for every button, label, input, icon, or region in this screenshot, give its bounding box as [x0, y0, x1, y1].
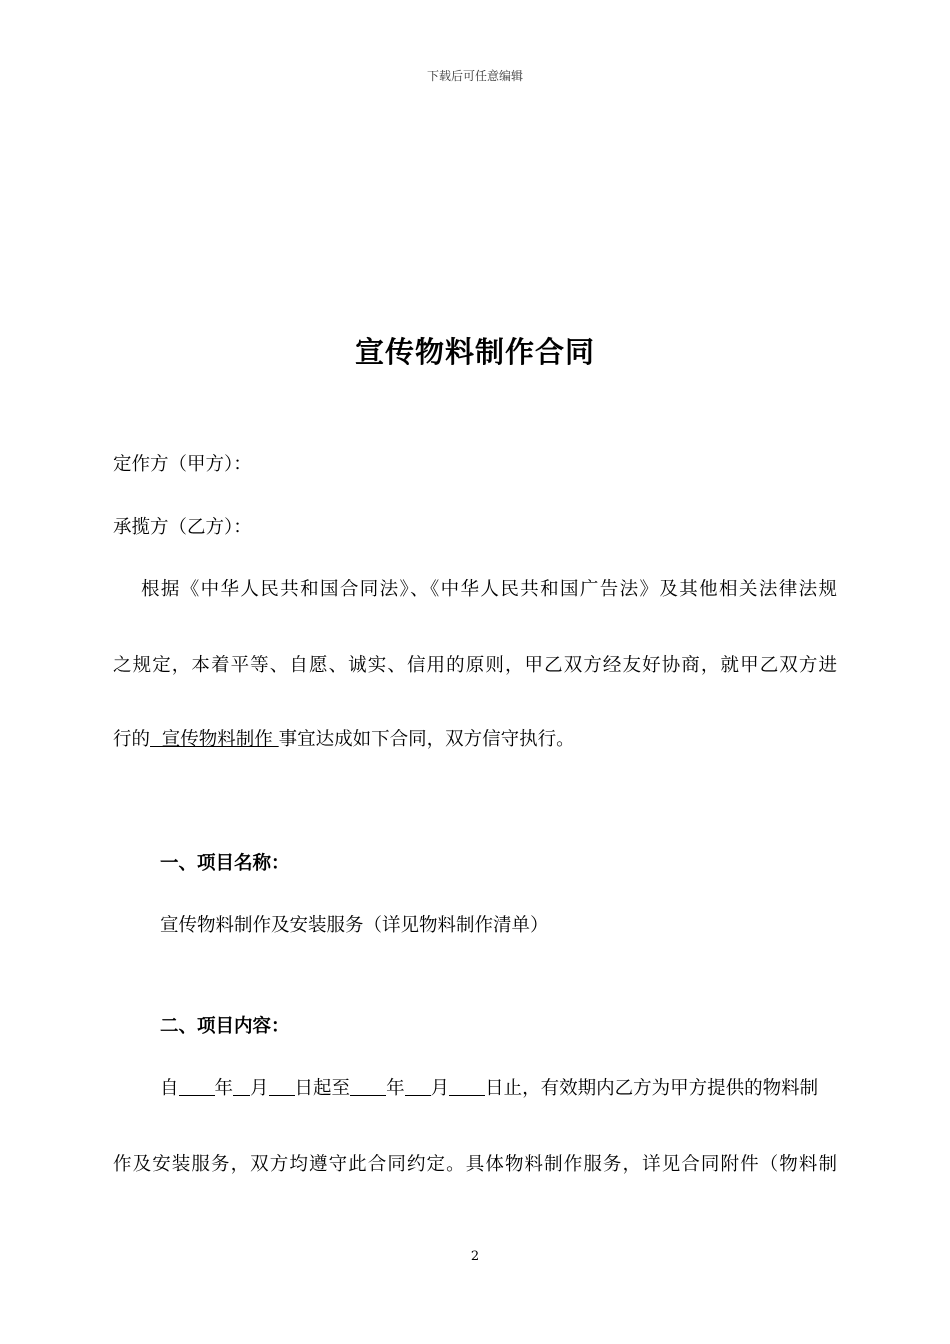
day-label-1: 日起至	[294, 1078, 351, 1099]
month-blank-2	[405, 1077, 431, 1096]
month-label-1: 月	[250, 1078, 269, 1099]
day-blank-2	[449, 1077, 485, 1096]
year-blank-2	[350, 1077, 386, 1096]
month-blank-1	[233, 1077, 250, 1096]
day-blank-1	[269, 1077, 295, 1096]
party-a-label: 定作方（甲方）：	[113, 454, 252, 475]
section-2-line-1	[160, 1074, 818, 1100]
document-title: 宣传物料制作合同	[354, 335, 595, 369]
section-1-heading: 一、项目名称：	[160, 853, 290, 874]
preamble-line-2: 之规定，本着平等、自愿、诚实、信用的原则，甲乙双方经友好协商，就甲乙双方进	[113, 655, 837, 676]
header-note: 下载后可任意编辑	[426, 69, 523, 83]
day-label-2: 日止，有效期内乙方为甲方提供的物料制	[485, 1078, 819, 1099]
preamble-line-1: 根据《中华人民共和国合同法》、《中华人民共和国广告法》及其他相关法律法规	[141, 579, 837, 600]
project-name-underlined: 宣传物料制作	[150, 729, 279, 750]
year-label-1: 年	[214, 1078, 234, 1099]
party-b-label: 承揽方（乙方）：	[113, 517, 252, 538]
page-number: 2	[470, 1249, 480, 1264]
preamble-line-3-prefix: 行的	[113, 729, 151, 750]
section-2-heading: 二、项目内容：	[160, 1016, 290, 1037]
year-blank-1	[179, 1077, 215, 1096]
section-1-content: 宣传物料制作及安装服务（详见物料制作清单）	[160, 915, 549, 936]
date-from-label: 自	[160, 1078, 179, 1099]
section-2-line-2: 作及安装服务，双方均遵守此合同约定。具体物料制作服务，详见合同附件（物料制	[113, 1154, 837, 1175]
preamble-line-3-suffix: 事宜达成如下合同，双方信守执行。	[278, 729, 575, 750]
year-label-2: 年	[386, 1078, 405, 1099]
month-label-2: 月	[430, 1078, 450, 1099]
preamble-line-3	[113, 725, 575, 751]
